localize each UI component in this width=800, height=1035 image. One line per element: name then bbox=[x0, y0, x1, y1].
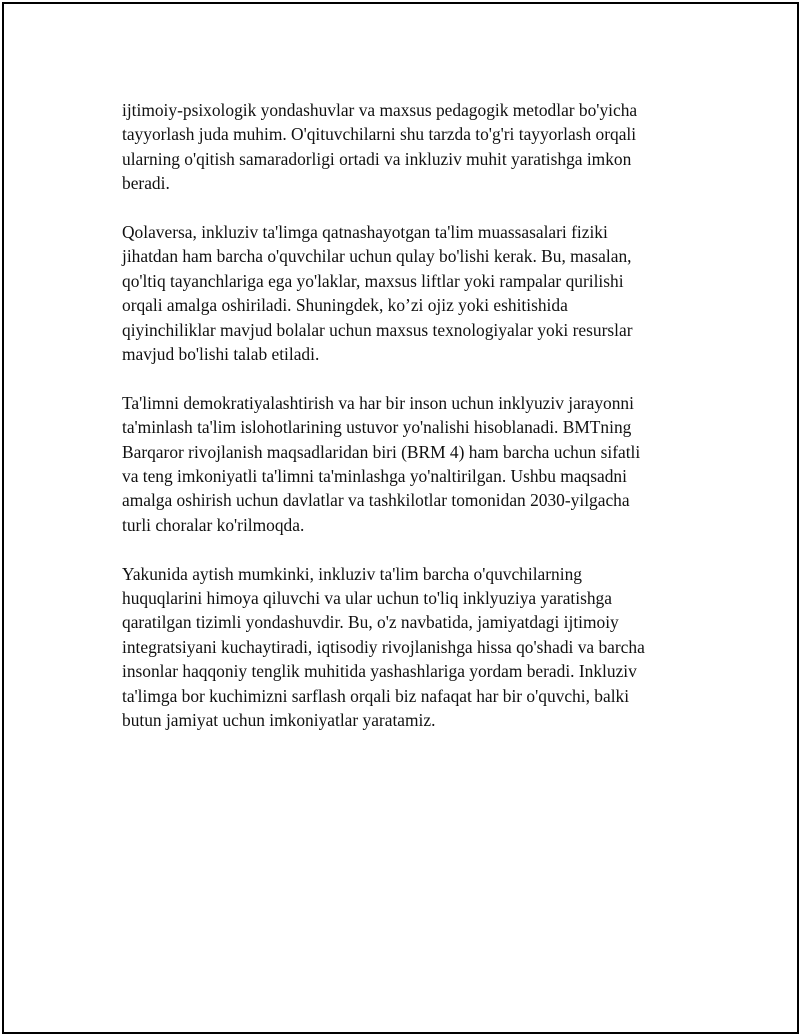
text-line: mavjud bo'lishi talab etiladi. bbox=[122, 344, 320, 365]
text-line: integratsiyani kuchaytiradi, iqtisodiy rivojlanishga hissa qo'shadi va barcha bbox=[122, 636, 645, 657]
text-line: Yakunida aytish mumkinki, inkluziv ta'lim barcha o'quvchilarning bbox=[122, 563, 582, 584]
text-line: Ta'limni demokratiyalashtirish va har bir inson uchun inklyuziv jarayonni bbox=[122, 392, 634, 413]
document-body bbox=[122, 98, 692, 757]
text-line: tayyorlash juda muhim. O'qituvchilarni shu tarzda to'g'ri tayyorlash orqali bbox=[122, 124, 637, 145]
text-line: huquqlarini himoya qiluvchi va ular uchun to'liq inklyuziya yaratishga bbox=[122, 588, 612, 609]
text-line: qaratilgan tizimli yondashuvdir. Bu, o'z navbatida, jamiyatdagi ijtimoiy bbox=[122, 612, 619, 633]
text-line: ijtimoiy-psixologik yondashuvlar va maxsus pedagogik metodlar bo'yicha bbox=[122, 100, 638, 120]
text-line: va teng imkoniyatli ta'limni ta'minlashga yo'naltirilgan. Ushbu maqsadni bbox=[122, 466, 627, 487]
text-line: insonlar haqqoniy tenglik muhitida yashashlariga yordam beradi. Inkluziv bbox=[122, 661, 637, 682]
paragraph-democratization bbox=[122, 391, 692, 537]
paragraph-conclusion bbox=[122, 562, 692, 733]
text-line: orqali amalga oshiriladi. Shuningdek, ko’zi ojiz yoki eshitishida bbox=[122, 295, 568, 316]
text-line: ularning o'qitish samaradorligi ortadi va inkluziv muhit yaratishga imkon bbox=[122, 148, 632, 169]
text-line: Barqaror rivojlanish maqsadlaridan biri (BRM 4) ham barcha uchun sifatli bbox=[122, 441, 641, 462]
page-frame bbox=[2, 2, 799, 1034]
text-line: qiyinchiliklar mavjud bolalar uchun maxsus texnologiyalar yoki resurslar bbox=[122, 319, 633, 340]
text-line: turli choralar ko'rilmoqda. bbox=[122, 514, 305, 535]
text-line: Qolaversa, inkluziv ta'limga qatnashayotgan ta'lim muassasalari fiziki bbox=[122, 222, 608, 243]
text-line: ta'limga bor kuchimizni sarflash orqali biz nafaqat har bir o'quvchi, balki bbox=[122, 685, 630, 706]
text-line: beradi. bbox=[122, 173, 170, 194]
text-line: amalga oshirish uchun davlatlar va tashkilotlar tomonidan 2030-yilgacha bbox=[122, 490, 630, 511]
paragraph-teacher-training bbox=[122, 98, 692, 196]
text-line: qo'ltiq tayanchlariga ega yo'laklar, maxsus liftlar yoki rampalar qurilishi bbox=[122, 270, 624, 291]
text-line: jihatdan ham barcha o'quvchilar uchun qulay bo'lishi kerak. Bu, masalan, bbox=[122, 246, 632, 267]
text-line: ta'minlash ta'lim islohotlarining ustuvor yo'nalishi hisoblanadi. BMTning bbox=[122, 417, 632, 438]
paragraph-physical-accessibility bbox=[122, 220, 692, 366]
text-line: butun jamiyat uchun imkoniyatlar yaratamiz. bbox=[122, 710, 436, 731]
